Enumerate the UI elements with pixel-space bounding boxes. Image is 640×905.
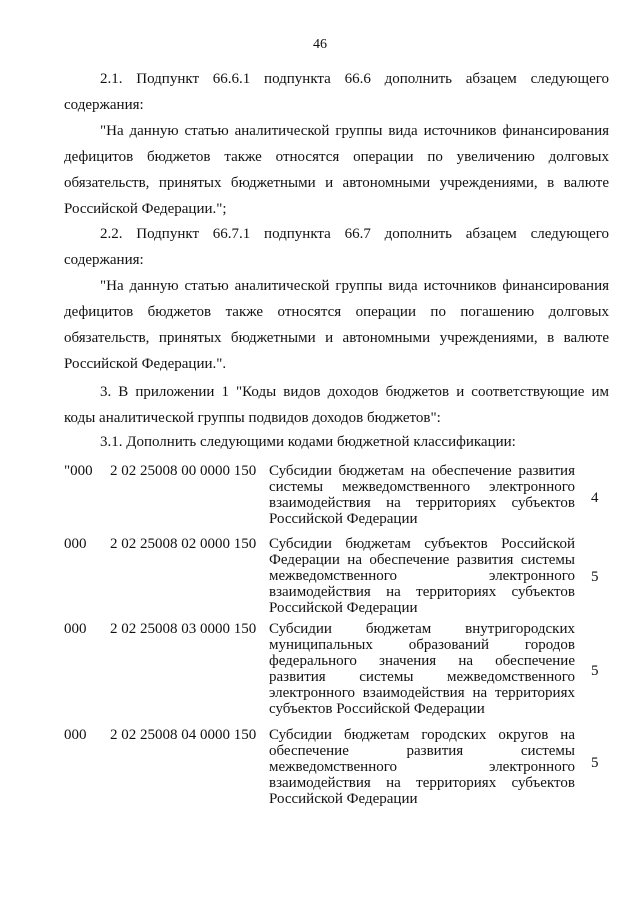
code-description: Субсидии бюджетам внутригородских муниципальных образований городов федерального значения на обеспечение развития системы межведомственного электронного взаимодействия на территориях субъектов Российской Федерации bbox=[269, 621, 575, 717]
classification-code: 2 02 25008 02 0000 150 bbox=[110, 536, 257, 552]
code-description: Субсидии бюджетам субъектов Российской Федерации на обеспечение развития системы межведомственного электронного взаимодействия на территориях субъектов Российской Федерации bbox=[269, 536, 575, 616]
paragraph-3: 3. В приложении 1 "Коды видов доходов бюджетов и соответствующие им коды аналитической группы подвидов доходов бюджетов": bbox=[64, 384, 609, 426]
admin-code: 000 bbox=[64, 536, 87, 552]
admin-code: 000 bbox=[64, 621, 87, 637]
group-value: 5 bbox=[591, 755, 599, 771]
group-value: 5 bbox=[591, 663, 599, 679]
code-description: Субсидии бюджетам городских округов на обеспечение развития системы межведомственного электронного взаимодействия на территориях субъектов Российской Федерации bbox=[269, 727, 575, 807]
paragraph-2-1-quote: "На данную статью аналитической группы вида источников финансирования дефицитов бюджетов также относятся операции по увеличению долговых обязательств, принятых бюджетными и автономными учреждениями, в валюте Российской Федерации."; bbox=[64, 123, 609, 217]
paragraph-2-1: 2.1. Подпункт 66.6.1 подпункта 66.6 дополнить абзацем следующего содержания: bbox=[64, 71, 609, 113]
classification-code: 2 02 25008 00 0000 150 bbox=[110, 463, 257, 479]
paragraph-2-2: 2.2. Подпункт 66.7.1 подпункта 66.7 дополнить абзацем следующего содержания: bbox=[64, 226, 609, 268]
group-value: 4 bbox=[591, 490, 599, 506]
admin-code: 000 bbox=[64, 727, 87, 743]
code-description: Субсидии бюджетам на обеспечение развития системы межведомственного электронного взаимодействия на территориях субъектов Российской Федерации bbox=[269, 463, 575, 527]
group-value: 5 bbox=[591, 569, 599, 585]
classification-code: 2 02 25008 04 0000 150 bbox=[110, 727, 257, 743]
classification-code: 2 02 25008 03 0000 150 bbox=[110, 621, 257, 637]
admin-code: "000 bbox=[64, 463, 93, 479]
paragraph-2-2-quote: "На данную статью аналитической группы вида источников финансирования дефицитов бюджетов также относятся операции по погашению долговых обязательств, принятых бюджетными и автономными учреждениями, в валюте Российской Федерации.". bbox=[64, 278, 609, 372]
page-number: 46 bbox=[313, 37, 327, 52]
paragraph-3-1: 3.1. Дополнить следующими кодами бюджетной классификации: bbox=[100, 434, 516, 450]
